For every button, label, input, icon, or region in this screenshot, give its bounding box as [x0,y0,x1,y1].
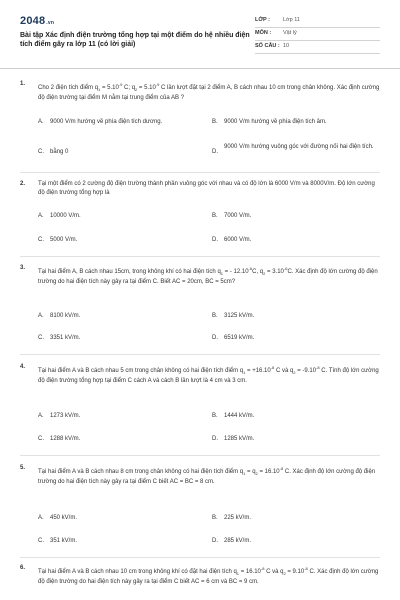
option-label: A. [38,413,44,419]
option-text: 9000 V/m hướng về phía điện tích dương. [50,119,163,125]
option-text: 225 kV/m. [224,515,252,521]
logo-main: 2048 [20,15,46,27]
option-label: A. [38,515,44,521]
logo-suffix: .vn [46,20,55,26]
question-number: 2. [20,181,26,187]
question-stem: Tại hai điểm A và B cách nhau 5 cm trong chân không có hai điện tích điểm $q_1 = +16.10^{-8}$ C và $q_2 = -9.10^{-8}$ C. Tính độ lớn cường độ điện trường tổng hợp tại điểm C cách A và cách B lần lượt là 4 cm và 3 cm. [38,365,379,385]
meta-value: 10 [283,43,290,49]
question-separator [20,172,380,173]
option-label: D. [212,149,218,155]
site-logo[interactable] [20,15,54,27]
option-label: A. [38,119,44,125]
question-stem: Tại hai điểm A và B cách nhau 10 cm trong không khí có đặt hai điện tích $q_1 = 16.10^{-8}$ C và $q_2 = 9.10^{-8}$ C. Xác định độ lớn cường độ điện trường do hai điện tích này gây ra tại điểm C biết AC = 6 cm và BC = 9 cm. [38,566,379,586]
meta-value: Lớp 11 [283,17,300,23]
option-text: 6519 kV/m. [224,335,255,341]
option-text: 10000 V/m. [50,213,81,219]
option-label: C. [38,335,44,341]
meta-row-class [255,15,380,28]
option-label: C. [38,538,44,544]
option-text: 1285 kV/m. [224,436,255,442]
option-text: 7000 V/m. [224,213,252,219]
document-title: Bài tập Xác định điện trường tổng hợp tại một điểm do hệ nhiều điện tích điểm gây ra lớp 11 (có lời giải) [20,32,250,48]
option-text: 1444 kV/m. [224,413,255,419]
option-text: 285 kV/m. [224,538,252,544]
option-label: C. [38,149,44,155]
option-label: B. [212,119,218,125]
meta-row-count [255,41,380,54]
question-separator [20,557,380,558]
question-number: 3. [20,265,26,271]
option-text: bằng 0 [50,149,69,155]
question-number: 6. [20,565,26,571]
option-label: B. [212,413,218,419]
meta-row-subject [255,28,380,41]
option-label: D. [212,237,218,243]
option-label: B. [212,313,218,319]
option-label: A. [38,313,44,319]
option-text: 6000 V/m. [224,237,252,243]
option-text: 351 kV/m. [50,538,78,544]
option-text: 1273 kV/m. [50,413,81,419]
header-divider [0,68,400,69]
option-text: 450 kV/m. [50,515,78,521]
question-separator [20,354,380,355]
meta-key: LỚP : [255,17,270,23]
option-text: 1288 kV/m. [50,436,81,442]
question-number: 5. [20,465,26,471]
option-label: D. [212,538,218,544]
question-stem: Cho 2 điện tích điểm $q_1 = 5.10^{-9}$ C; $q_2 = 5.10^{-9}$ C lần lượt đặt tại 2 điểm A, B cách nhau 10 cm trong chân không. Xác định cường độ điện trường tại điểm M nằm tại trung điểm của AB ? [38,82,380,102]
question-number: 1. [20,81,26,87]
option-label: D. [212,436,218,442]
question-separator [20,455,380,456]
option-text: 9000 V/m hướng vuông góc với đường nối hai điện tích. [224,144,374,150]
option-text: 3351 kV/m. [50,335,81,341]
question-stem: Tại hai điểm A và B cách nhau 8 cm trong chân không có hai điện tích điểm $q_1 = q_2 = 16.10^{-8}$ C. Xác định độ lớn cường độ điện trường do hai điện tích này gây ra tại điểm C biết AC = BC = 8 cm. [38,466,376,486]
meta-key: SỐ CÂU : [255,43,280,49]
option-text: 3125 kV/m. [224,313,255,319]
option-label: C. [38,237,44,243]
option-text: 8100 kV/m. [50,313,81,319]
meta-key: MÔN : [255,30,272,36]
meta-value: Vật lý [283,30,297,36]
option-label: D. [212,335,218,341]
document-meta [255,15,380,54]
option-label: B. [212,213,218,219]
option-text: 5000 V/m. [50,237,78,243]
option-label: C. [38,436,44,442]
question-separator [20,256,380,257]
question-stem: Tại một điểm có 2 cường độ điện trường thành phần vuông góc với nhau và có độ lớn là 6000 V/m và 8000V/m. Độ lớn cường độ điện trường tổng hợp là [38,181,375,196]
option-label: A. [38,213,44,219]
option-label: B. [212,515,218,521]
header [0,0,400,62]
question-number: 4. [20,364,26,370]
question-stem: Tại hai điểm A, B cách nhau 15cm, trong không khí có hai điện tích $q_1$ = - $12.10^{-6}C$, $q_2 = 3.10^{-6}C$. Xác định độ lớn cường độ điện trường do hai điện tích này gây ra tại điểm C. Biết AC = 20cm, BC = 5cm? [38,266,378,286]
option-text: 9000 V/m hướng về phía điện tích âm. [224,119,327,125]
